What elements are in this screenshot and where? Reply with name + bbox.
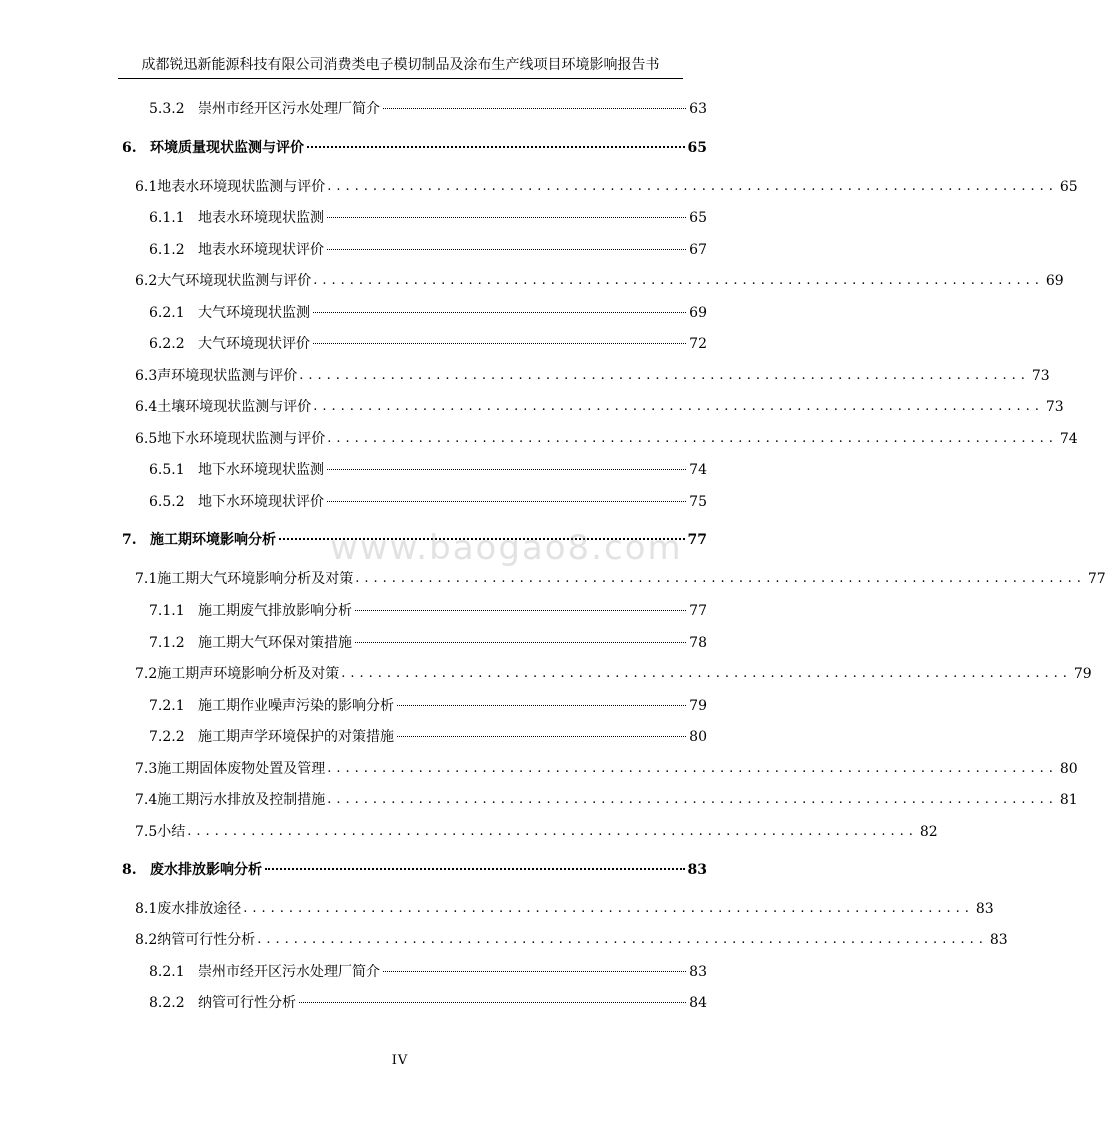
toc-dot-leader <box>307 145 685 148</box>
toc-section-number: 7. <box>122 532 137 548</box>
toc-section-title: 施工期作业噪声污染的影响分析 <box>198 698 394 714</box>
toc-section-title: 施工期声环境影响分析及对策 <box>157 666 340 682</box>
toc-section-title: 施工期大气环保对策措施 <box>198 635 352 651</box>
toc-section-title: 大气环境现状监测 <box>198 305 310 321</box>
toc-dot-leader: ................................................................................ <box>327 792 1058 807</box>
toc-page-number: 73 <box>1045 399 1064 415</box>
toc-entry-level1[interactable] <box>122 860 707 880</box>
toc-dot-leader: ................................................................................ <box>327 179 1058 194</box>
toc-section-title: 环境质量现状监测与评价 <box>150 140 304 156</box>
toc-dot-leader <box>355 609 686 611</box>
toc-section-number: 8.2.2 <box>149 995 185 1011</box>
toc-page-number: 83 <box>975 901 994 917</box>
page-footer <box>0 1053 800 1068</box>
report-title: 成都锐迅新能源科技有限公司消费类电子模切制品及涂布生产线项目环境影响报告书 <box>141 57 660 73</box>
toc-section-title: 地表水环境现状监测 <box>198 210 324 226</box>
toc-dot-leader: ................................................................................ <box>243 901 974 916</box>
watermark: www.baogao8.com <box>330 528 683 568</box>
toc-section-number: 7.5 <box>135 824 158 840</box>
toc-dot-leader <box>299 1001 686 1003</box>
toc-entry-level3[interactable] <box>149 633 707 653</box>
toc-page-number: 80 <box>689 729 707 745</box>
toc-dot-leader <box>397 704 686 706</box>
toc-entry-level3[interactable] <box>149 696 707 716</box>
toc-dot-leader <box>397 735 686 737</box>
toc-dot-leader: ................................................................................ <box>187 824 918 839</box>
toc-section-title: 声环境现状监测与评价 <box>157 368 298 384</box>
toc-page-number: 72 <box>689 336 707 352</box>
toc-page-number: 67 <box>689 242 707 258</box>
toc-section-number: 7.1 <box>135 571 158 587</box>
toc-section-number: 7.2 <box>135 666 158 682</box>
toc-section-number: 6. <box>122 140 137 156</box>
toc-entry-level3[interactable] <box>149 240 707 260</box>
toc-section-number: 6.3 <box>135 368 158 384</box>
toc-section-title: 小结 <box>157 824 186 840</box>
toc-dot-leader <box>313 311 686 313</box>
toc-entry-level2[interactable] <box>135 397 1064 418</box>
toc-section-title: 纳管可行性分析 <box>198 995 296 1011</box>
toc-page-number: 69 <box>689 305 707 321</box>
toc-dot-leader: ................................................................................ <box>299 368 1030 383</box>
toc-page-number: 83 <box>687 862 707 878</box>
toc-entry-level2[interactable] <box>135 429 1078 450</box>
toc-entry-level3[interactable] <box>149 492 707 512</box>
toc-section-title: 崇州市经开区污水处理厂简介 <box>198 964 380 980</box>
toc-section-number: 7.2.1 <box>149 698 185 714</box>
toc-entry-level3[interactable] <box>149 99 707 119</box>
toc-section-number: 8.2.1 <box>149 964 185 980</box>
toc-entry-level3[interactable] <box>149 303 707 323</box>
toc-entry-level1[interactable] <box>122 138 707 158</box>
toc-page-number: 73 <box>1031 368 1050 384</box>
toc-page-number: 63 <box>689 101 707 117</box>
toc-page-number: 84 <box>689 995 707 1011</box>
toc-dot-leader: ................................................................................ <box>341 666 1072 681</box>
toc-entry-level3[interactable] <box>149 993 707 1013</box>
toc-page-number: 65 <box>689 210 707 226</box>
toc-entry-level3[interactable] <box>149 727 707 747</box>
toc-section-number: 7.2.2 <box>149 729 185 745</box>
toc-section-title: 大气环境现状评价 <box>198 336 310 352</box>
toc-dot-leader <box>265 867 685 870</box>
toc-section-title: 废水排放途径 <box>157 901 242 917</box>
toc-section-number: 7.1.2 <box>149 635 185 651</box>
toc-section-title: 崇州市经开区污水处理厂简介 <box>198 101 380 117</box>
toc-page-number: 80 <box>1059 761 1078 777</box>
toc-dot-leader: ................................................................................ <box>257 932 988 947</box>
toc-page-number: 79 <box>689 698 707 714</box>
toc-section-title: 大气环境现状监测与评价 <box>157 273 312 289</box>
toc-section-number: 7.4 <box>135 792 158 808</box>
toc-dot-leader: ................................................................................ <box>313 399 1044 414</box>
toc-section-number: 6.2.1 <box>149 305 185 321</box>
toc-page-number: 65 <box>687 140 707 156</box>
toc-section-number: 5.3.2 <box>149 101 185 117</box>
toc-entry-level3[interactable] <box>149 208 707 228</box>
toc-section-number: 7.3 <box>135 761 158 777</box>
toc-page-number: 81 <box>1059 792 1078 808</box>
toc-page-number: 77 <box>689 603 707 619</box>
toc-page-number: 74 <box>689 462 707 478</box>
toc-section-number: 8.2 <box>135 932 158 948</box>
toc-section-title: 土壤环境现状监测与评价 <box>157 399 312 415</box>
toc-page-number: 77 <box>687 532 707 548</box>
toc-entry-level2[interactable] <box>135 930 1008 951</box>
toc-entry-level3[interactable] <box>149 334 707 354</box>
toc-section-number: 8. <box>122 862 137 878</box>
toc-section-number: 7.1.1 <box>149 603 185 619</box>
toc-entry-level2[interactable] <box>135 177 1078 198</box>
toc-dot-leader <box>327 500 686 502</box>
toc-section-title: 施工期废气排放影响分析 <box>198 603 352 619</box>
toc-section-title: 施工期声学环境保护的对策措施 <box>198 729 394 745</box>
toc-entry-level2[interactable] <box>135 366 1050 387</box>
toc-page-number: 78 <box>689 635 707 651</box>
toc-dot-leader <box>327 248 686 250</box>
toc-section-title: 施工期污水排放及控制措施 <box>157 792 326 808</box>
toc-entry-level2[interactable] <box>135 271 1064 292</box>
toc-entry-level3[interactable] <box>149 601 707 621</box>
toc-page-number: 83 <box>989 932 1008 948</box>
toc-section-number: 6.5 <box>135 431 158 447</box>
toc-section-number: 6.2.2 <box>149 336 185 352</box>
toc-section-title: 施工期环境影响分析 <box>150 532 276 548</box>
toc-section-title: 地表水环境现状评价 <box>198 242 324 258</box>
toc-page-number: 82 <box>919 824 938 840</box>
toc-section-title: 纳管可行性分析 <box>157 932 256 948</box>
toc-entry-level2[interactable] <box>135 759 1078 780</box>
toc-entry-level3[interactable] <box>149 460 707 480</box>
toc-section-title: 施工期大气环境影响分析及对策 <box>157 571 354 587</box>
toc-section-number: 6.1.1 <box>149 210 185 226</box>
toc-section-title: 地下水环境现状监测与评价 <box>157 431 326 447</box>
toc-page-number: 74 <box>1059 431 1078 447</box>
toc-entry-level2[interactable] <box>135 899 994 920</box>
toc-section-number: 6.1 <box>135 179 158 195</box>
toc-dot-leader: ................................................................................ <box>313 273 1044 288</box>
toc-page-number: 77 <box>1087 571 1106 587</box>
toc-page-number: 83 <box>689 964 707 980</box>
toc-page-number: 69 <box>1045 273 1064 289</box>
toc-dot-leader <box>327 216 686 218</box>
toc-section-number: 6.2 <box>135 273 158 289</box>
toc-section-number: 6.4 <box>135 399 158 415</box>
toc-section-title: 地表水环境现状监测与评价 <box>157 179 326 195</box>
toc-dot-leader <box>383 107 686 109</box>
toc-dot-leader <box>383 970 686 972</box>
toc-dot-leader: ................................................................................ <box>327 761 1058 776</box>
toc-dot-leader <box>327 468 686 470</box>
toc-section-number: 6.5.2 <box>149 494 185 510</box>
toc-section-title: 废水排放影响分析 <box>150 862 262 878</box>
toc-section-title: 地下水环境现状评价 <box>198 494 324 510</box>
toc-dot-leader <box>355 641 686 643</box>
toc-section-title: 地下水环境现状监测 <box>198 462 324 478</box>
toc-section-number: 6.5.1 <box>149 462 185 478</box>
page-number: IV <box>391 1053 409 1068</box>
toc-section-number: 6.1.2 <box>149 242 185 258</box>
toc-entry-level2[interactable] <box>135 569 1106 590</box>
toc-section-title: 施工期固体废物处置及管理 <box>157 761 326 777</box>
toc-page-number: 75 <box>689 494 707 510</box>
toc-entry-level2[interactable] <box>135 664 1092 685</box>
toc-page-number: 65 <box>1059 179 1078 195</box>
toc-dot-leader: ................................................................................ <box>355 571 1086 586</box>
toc-page-number: 79 <box>1073 666 1092 682</box>
toc-section-number: 8.1 <box>135 901 158 917</box>
toc-entry-level2[interactable] <box>135 790 1078 811</box>
toc-entry-level3[interactable] <box>149 962 707 982</box>
toc-dot-leader <box>313 342 686 344</box>
toc-dot-leader: ................................................................................ <box>327 431 1058 446</box>
toc-entry-level2[interactable] <box>135 822 938 843</box>
